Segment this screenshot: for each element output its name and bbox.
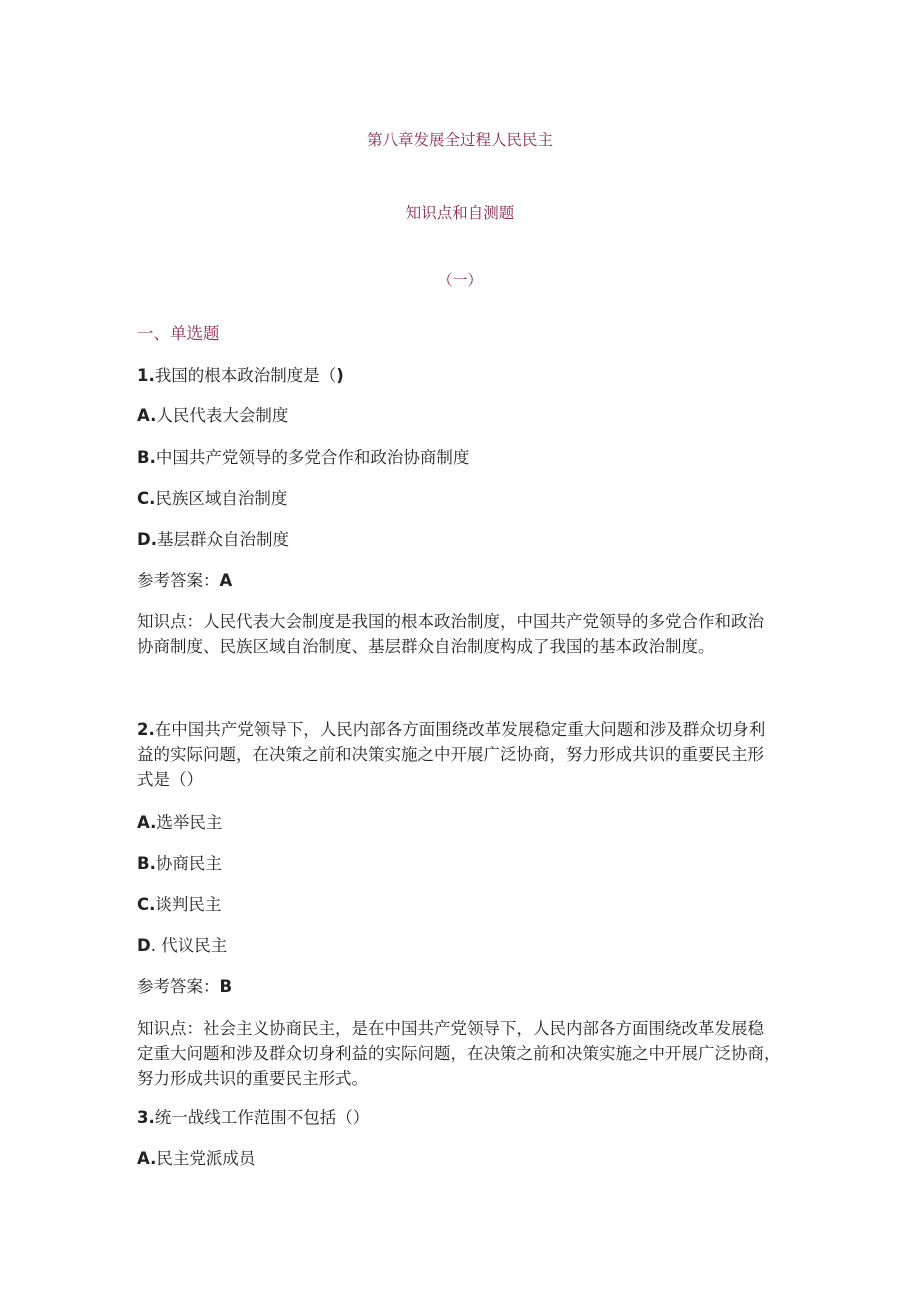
question-text: 式是（） — [137, 770, 203, 789]
option-letter: D — [137, 936, 151, 955]
option-text: 人民代表大会制度 — [156, 406, 289, 425]
option-text: 谈判民主 — [155, 895, 222, 914]
option-a — [137, 1149, 255, 1169]
option-letter: A. — [137, 813, 157, 832]
option-letter: C. — [137, 489, 156, 508]
section-title: 一、单选题 — [137, 324, 220, 343]
option-letter: A. — [137, 1149, 157, 1168]
question-number: 2. — [137, 720, 155, 739]
option-text: . 代议民主 — [150, 936, 228, 955]
question-text: 益的实际问题，在决策之前和决策实施之中开展广泛协商，努力形成共识的重要民主形 — [137, 745, 764, 764]
option-b — [137, 448, 469, 468]
knowledge-line: 定重大问题和涉及群众切身利益的实际问题，在决策之前和决策实施之中开展广泛协商， — [137, 1044, 781, 1063]
option-d — [137, 530, 289, 550]
question-3 — [137, 1108, 369, 1128]
answer-line — [137, 571, 232, 591]
knowledge-line: 努力形成共识的重要民主形式。 — [137, 1069, 368, 1088]
option-a — [137, 813, 222, 833]
question-text: 我国的根本政治制度是（ — [154, 366, 337, 385]
option-d — [137, 936, 227, 956]
option-letter: A. — [137, 406, 157, 425]
question-text-end: ) — [336, 366, 344, 385]
knowledge-line: 知识点：社会主义协商民主，是在中国共产党领导下，人民内部各方面围绕改革发展稳 — [137, 1019, 764, 1038]
option-c — [137, 895, 221, 915]
option-text: 选举民主 — [156, 813, 223, 832]
chapter-title: 第八章发展全过程人民民主 — [366, 131, 553, 149]
option-letter: D. — [137, 530, 157, 549]
option-text: 民主党派成员 — [156, 1149, 256, 1168]
question-number: 3. — [137, 1108, 155, 1127]
option-letter: B. — [137, 448, 156, 467]
answer-label: 参考答案： — [137, 977, 220, 996]
option-c — [137, 489, 287, 509]
question-2 — [137, 717, 785, 792]
answer-line — [137, 977, 232, 997]
option-text: 中国共产党领导的多党合作和政治协商制度 — [155, 448, 470, 467]
option-a — [137, 406, 288, 426]
question-text: 统一战线工作范围不包括（） — [154, 1108, 370, 1127]
option-text: 协商民主 — [155, 854, 222, 873]
knowledge-point — [137, 1016, 785, 1091]
knowledge-line: 协商制度、民族区域自治制度、基层群众自治制度构成了我国的基本政治制度。 — [137, 637, 715, 656]
knowledge-point — [137, 609, 785, 659]
knowledge-line: 知识点：人民代表大会制度是我国的根本政治制度，中国共产党领导的多党合作和政治 — [137, 612, 764, 631]
option-text: 基层群众自治制度 — [156, 530, 289, 549]
answer-label: 参考答案： — [137, 571, 220, 590]
option-letter: B. — [137, 854, 156, 873]
question-number: 1. — [137, 366, 155, 385]
question-1 — [137, 366, 344, 386]
answer-value: B — [219, 977, 233, 996]
question-text: 在中国共产党领导下，人民内部各方面围绕改革发展稳定重大问题和涉及群众切身利 — [154, 720, 766, 739]
option-letter: C. — [137, 895, 156, 914]
option-text: 民族区域自治制度 — [155, 489, 288, 508]
part-number: （一） — [437, 271, 483, 289]
answer-value: A — [219, 571, 233, 590]
option-b — [137, 854, 222, 874]
subtitle: 知识点和自测题 — [405, 204, 515, 222]
